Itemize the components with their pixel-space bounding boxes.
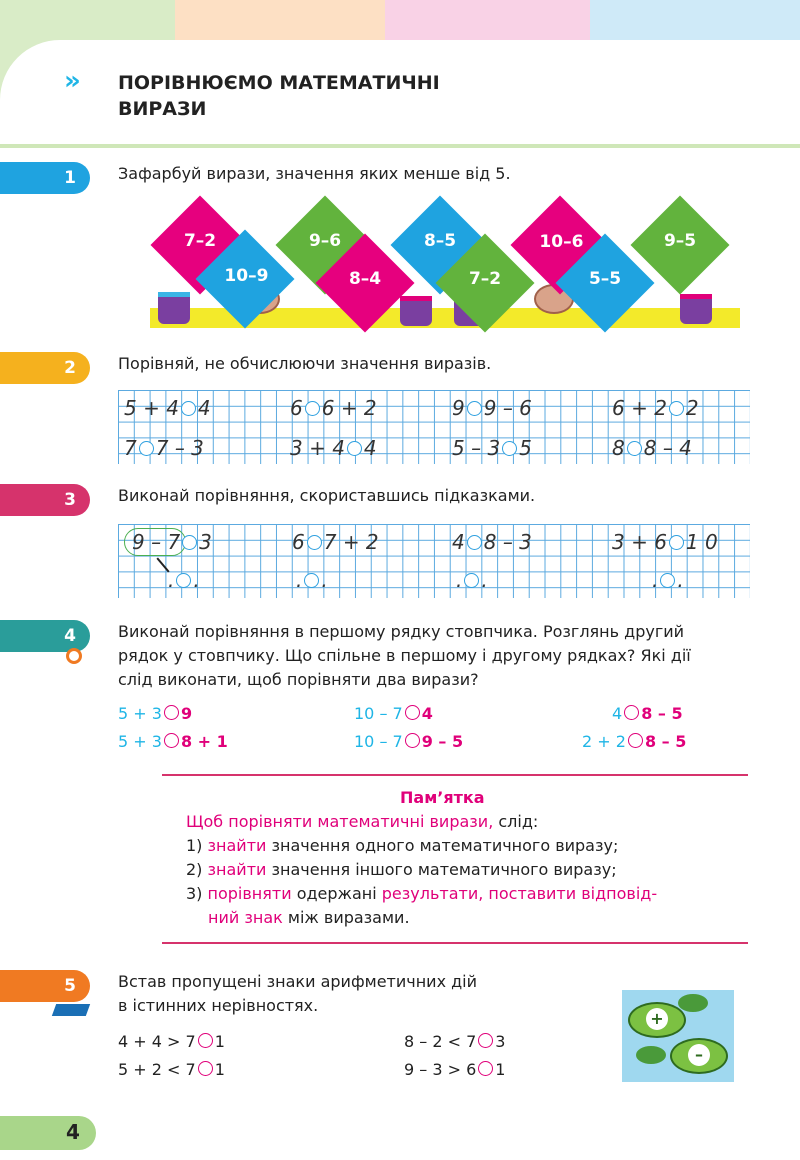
kite-label: 10–6 [539,232,584,253]
kite-label: 9–6 [308,230,342,251]
compare-circle[interactable] [139,441,154,456]
graduation-cap-icon [52,1004,90,1016]
task5-ineq: 4 + 4 > 7 1 [118,1032,225,1051]
task2-text: Порівняй, не обчислюючи значення виразів. [118,354,492,373]
paint-bucket-icon [680,294,712,324]
minus-icon: – [688,1044,710,1066]
top-strip-green [0,0,175,40]
task5-text [118,970,477,1018]
memo-item-3-cont: ний знак між виразами. [208,908,410,927]
task2-expr: 9 9 – 6 [452,396,532,420]
frog-icon [636,1046,666,1064]
plus-icon: + [646,1008,668,1030]
operator-circle[interactable] [198,1033,213,1048]
kite-label: 8–4 [348,268,382,289]
kite-label: 9–5 [663,230,697,251]
compare-circle[interactable] [304,573,319,588]
task3-expr: 3 + 6 1 0 [612,530,718,554]
top-strip-blue [590,0,800,40]
compare-circle[interactable] [164,705,179,720]
memo-bottom-rule [162,942,748,944]
task2-expr: 6 + 2 2 [612,396,699,420]
task2-expr: 7 7 – 3 [124,436,204,460]
compare-circle[interactable] [502,441,517,456]
task4-expr: 10 – 7 9 – 5 [354,732,464,751]
task2-expr: 6 6 + 2 [290,396,377,420]
title-line-1: ПОРІВНЮЄМО МАТЕМАТИЧНІ [118,72,440,94]
compare-circle[interactable] [176,573,191,588]
task4-line: слід виконати, щоб порівняти два вирази? [118,670,479,689]
kite-label: 7–2 [183,230,217,251]
task4-expr: 5 + 3 9 [118,704,193,723]
task5-line: Встав пропущені знаки арифметичних дій [118,972,478,991]
title-line-2: ВИРАЗИ [118,98,207,120]
task2-expr: 5 + 4 4 [124,396,211,420]
compare-circle[interactable] [464,573,479,588]
task3-expr: 6 7 + 2 [292,530,379,554]
task-number-1: 1 [0,162,90,194]
compare-circle[interactable] [624,705,639,720]
operator-circle[interactable] [198,1061,213,1076]
memo-top-rule [162,774,748,776]
task3-answer-slot: . . [456,568,488,592]
compare-circle[interactable] [182,535,197,550]
kite-label: 7–2 [468,268,502,289]
task-number-2: 2 [0,352,90,384]
top-strip-pink [385,0,590,40]
task3-answer-slot: . . [296,568,328,592]
operator-circle[interactable] [478,1033,493,1048]
task2-expr: 5 – 3 5 [452,436,532,460]
compare-circle[interactable] [181,401,196,416]
paint-bucket-icon [158,292,190,324]
compare-circle[interactable] [628,733,643,748]
task3-text: Виконай порівняння, скориставшись підказками. [118,486,536,505]
kite-label: 5–5 [588,268,622,289]
operator-circle[interactable] [478,1061,493,1076]
task4-expr: 4 8 – 5 [612,704,683,723]
kite-label: 8–5 [423,230,457,251]
compare-circle[interactable] [305,401,320,416]
memo-intro: Щоб порівняти математичні вирази, слід: [186,812,539,831]
page-number-tab [0,1116,96,1150]
task4-text [118,620,691,692]
memo-item-3: 3) порівняти одержані результати, поставити відповід- [186,884,658,903]
task4-expr: 2 + 2 8 – 5 [582,732,687,751]
task-number-3: 3 [0,484,90,516]
task4-expr: 10 – 7 4 [354,704,433,723]
kite-label: 10–9 [224,266,269,287]
task3-expr: 4 8 – 3 [452,530,532,554]
compare-circle[interactable] [347,441,362,456]
task3-answer-slot: . . [168,568,200,592]
compare-circle[interactable] [467,535,482,550]
task4-line: Виконай порівняння в першому рядку стовпчика. Розглянь другий [118,622,685,641]
kites-illustration [150,200,740,330]
frog-icon [678,994,708,1012]
page-title [118,70,440,122]
top-strip-orange [175,0,385,40]
compare-circle[interactable] [405,705,420,720]
task2-expr: 8 8 – 4 [612,436,692,460]
compare-circle[interactable] [627,441,642,456]
task5-line: в істинних нерівностях. [118,996,319,1015]
compare-circle[interactable] [405,733,420,748]
paint-bucket-icon [400,296,432,326]
compare-circle[interactable] [307,535,322,550]
task-number-4: 4 [0,620,90,652]
page-number: 4 [66,1120,80,1144]
task-number-5: 5 [0,970,90,1002]
compare-circle[interactable] [467,401,482,416]
task5-ineq: 8 – 2 < 7 3 [404,1032,506,1051]
memo-title: Пам’ятка [400,788,485,807]
task3-answer-slot: . . [652,568,684,592]
task4-line: рядок у стовпчику. Що спільне в першому і другому рядках? Які дії [118,646,691,665]
task2-expr: 3 + 4 4 [290,436,377,460]
chevrons-icon: » [64,66,75,96]
task3-expr: 9 – 7 3 [132,530,212,554]
memo-item-1: 1) знайти значення одного математичного виразу; [186,836,619,855]
compare-circle[interactable] [660,573,675,588]
frogs-illustration [622,990,734,1082]
task5-ineq: 5 + 2 < 7 1 [118,1060,225,1079]
header-rule [0,144,800,148]
task5-ineq: 9 – 3 > 6 1 [404,1060,506,1079]
memo-item-2: 2) знайти значення іншого математичного виразу; [186,860,617,879]
compare-circle[interactable] [669,401,684,416]
task1-text: Зафарбуй вирази, значення яких менше від 5. [118,164,511,183]
task4-expr: 5 + 3 8 + 1 [118,732,228,751]
compare-circle[interactable] [669,535,684,550]
compare-circle[interactable] [164,733,179,748]
magnifier-icon [66,648,82,664]
